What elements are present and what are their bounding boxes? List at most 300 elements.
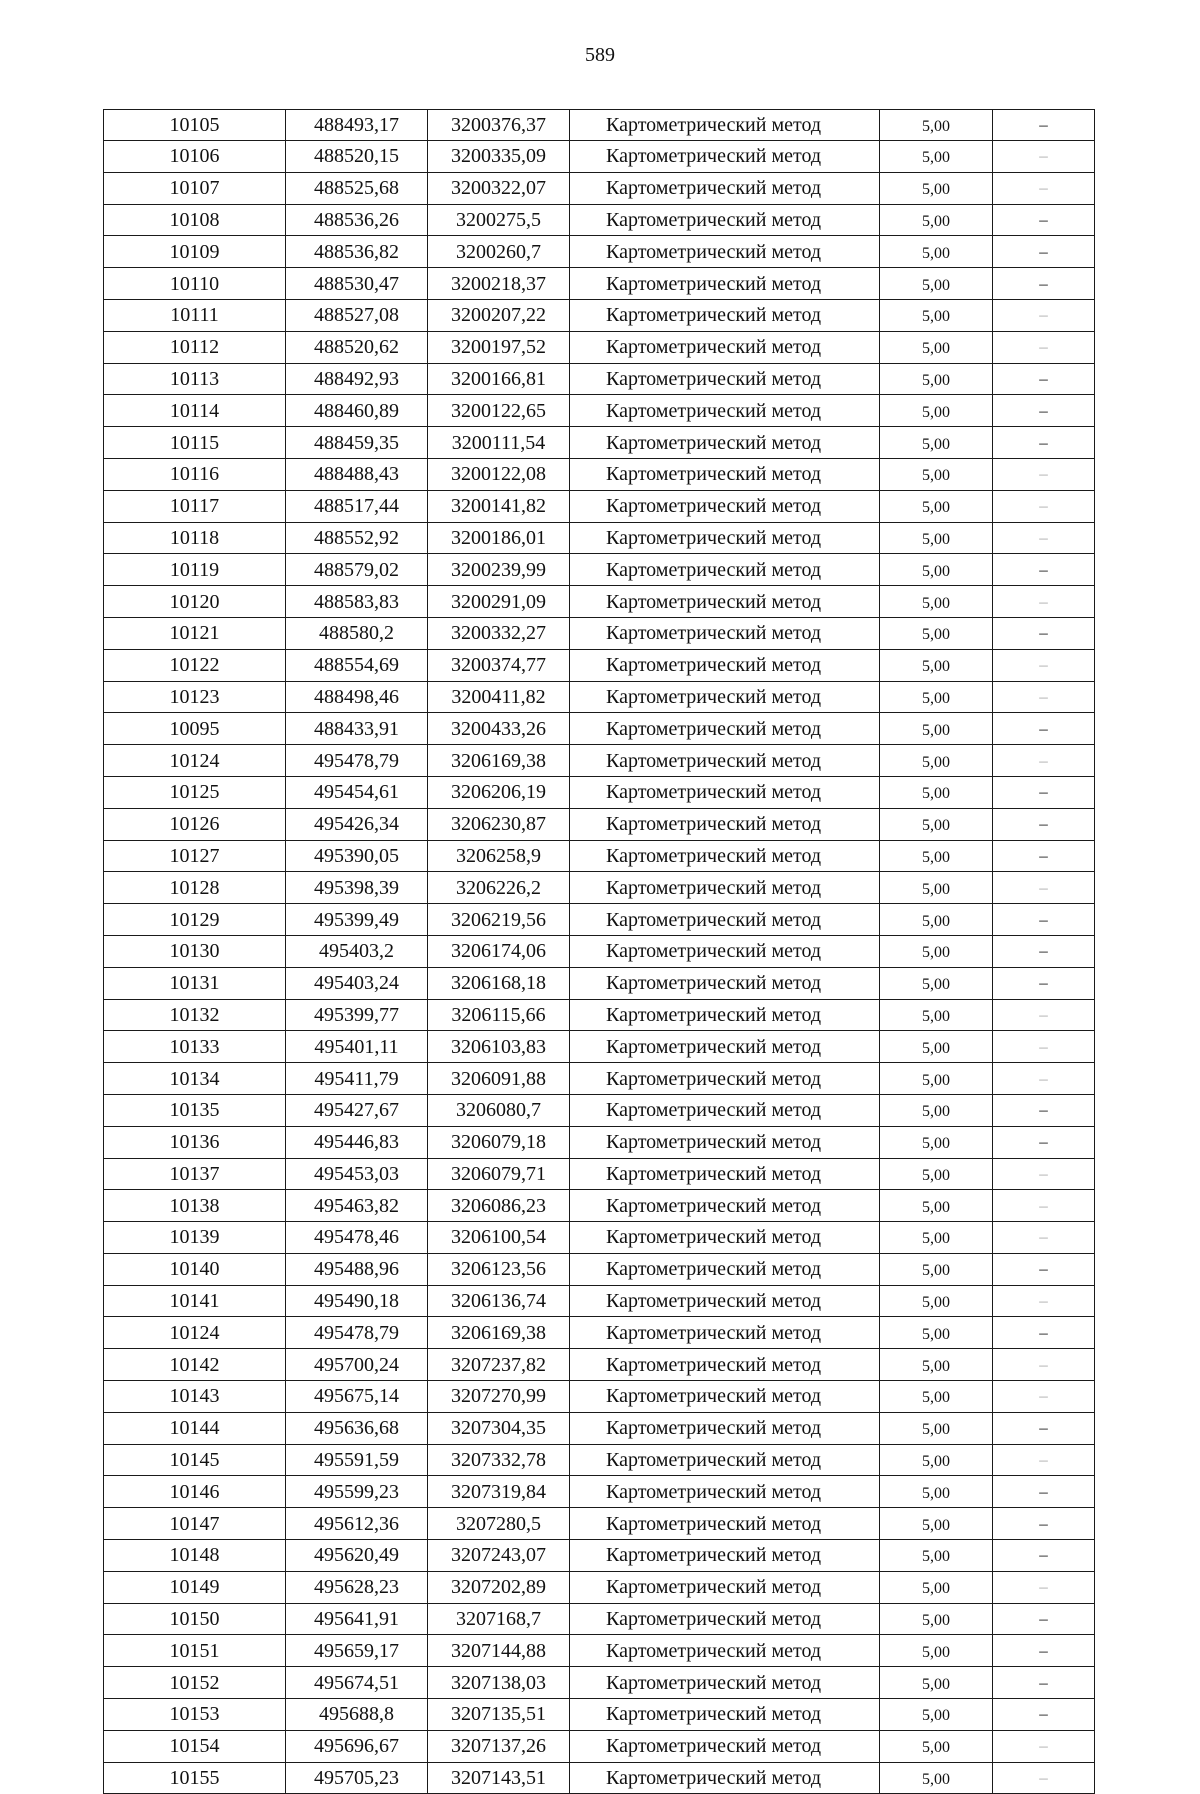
- accuracy-cell: 5,00: [880, 1349, 993, 1381]
- y-coordinate-cell: 3200275,5: [428, 204, 570, 236]
- point-number-cell: 10119: [104, 554, 286, 586]
- point-number-cell: 10116: [104, 458, 286, 490]
- method-cell: Картометрический метод: [570, 840, 880, 872]
- x-coordinate-cell: 495426,34: [286, 808, 428, 840]
- method-cell: Картометрический метод: [570, 1063, 880, 1095]
- dash-cell: –: [993, 299, 1095, 331]
- y-coordinate-cell: 3207138,03: [428, 1667, 570, 1699]
- method-cell: Картометрический метод: [570, 236, 880, 268]
- accuracy-cell: 5,00: [880, 363, 993, 395]
- table-row: [104, 1540, 1095, 1572]
- page-number: 589: [585, 44, 615, 66]
- point-number-cell: 10140: [104, 1253, 286, 1285]
- point-number-cell: 10118: [104, 522, 286, 554]
- y-coordinate-cell: 3200374,77: [428, 649, 570, 681]
- point-number-cell: 10136: [104, 1126, 286, 1158]
- method-cell: Картометрический метод: [570, 395, 880, 427]
- point-number-cell: 10129: [104, 904, 286, 936]
- dash-cell: –: [993, 395, 1095, 427]
- x-coordinate-cell: 495403,2: [286, 935, 428, 967]
- point-number-cell: 10142: [104, 1349, 286, 1381]
- dash-cell: –: [993, 1158, 1095, 1190]
- dash-cell: –: [993, 1285, 1095, 1317]
- accuracy-cell: 5,00: [880, 1222, 993, 1254]
- point-number-cell: 10154: [104, 1730, 286, 1762]
- dash-cell: –: [993, 1094, 1095, 1126]
- table-row: [104, 617, 1095, 649]
- x-coordinate-cell: 495612,36: [286, 1508, 428, 1540]
- table-row: [104, 1476, 1095, 1508]
- table-row: [104, 776, 1095, 808]
- method-cell: Картометрический метод: [570, 1508, 880, 1540]
- dash-cell: –: [993, 1699, 1095, 1731]
- y-coordinate-cell: 3200141,82: [428, 490, 570, 522]
- dash-cell: –: [993, 490, 1095, 522]
- point-number-cell: 10111: [104, 299, 286, 331]
- y-coordinate-cell: 3200207,22: [428, 299, 570, 331]
- dash-cell: –: [993, 172, 1095, 204]
- method-cell: Картометрический метод: [570, 490, 880, 522]
- y-coordinate-cell: 3200122,08: [428, 458, 570, 490]
- method-cell: Картометрический метод: [570, 1158, 880, 1190]
- accuracy-cell: 5,00: [880, 745, 993, 777]
- accuracy-cell: 5,00: [880, 1540, 993, 1572]
- x-coordinate-cell: 495628,23: [286, 1571, 428, 1603]
- dash-cell: –: [993, 1667, 1095, 1699]
- table-row: [104, 141, 1095, 173]
- accuracy-cell: 5,00: [880, 554, 993, 586]
- dash-cell: –: [993, 1381, 1095, 1413]
- point-number-cell: 10139: [104, 1222, 286, 1254]
- table-row: [104, 1730, 1095, 1762]
- y-coordinate-cell: 3200186,01: [428, 522, 570, 554]
- table-row: [104, 967, 1095, 999]
- dash-cell: –: [993, 204, 1095, 236]
- point-number-cell: 10107: [104, 172, 286, 204]
- point-number-cell: 10120: [104, 586, 286, 618]
- point-number-cell: 10144: [104, 1412, 286, 1444]
- table-row: [104, 840, 1095, 872]
- point-number-cell: 10135: [104, 1094, 286, 1126]
- dash-cell: –: [993, 999, 1095, 1031]
- point-number-cell: 10125: [104, 776, 286, 808]
- y-coordinate-cell: 3207137,26: [428, 1730, 570, 1762]
- dash-cell: –: [993, 1412, 1095, 1444]
- y-coordinate-cell: 3200433,26: [428, 713, 570, 745]
- dash-cell: –: [993, 840, 1095, 872]
- coordinates-table: [103, 109, 1095, 1794]
- method-cell: Картометрический метод: [570, 1349, 880, 1381]
- accuracy-cell: 5,00: [880, 1444, 993, 1476]
- x-coordinate-cell: 495675,14: [286, 1381, 428, 1413]
- dash-cell: –: [993, 1349, 1095, 1381]
- table-row: [104, 1285, 1095, 1317]
- accuracy-cell: 5,00: [880, 1285, 993, 1317]
- y-coordinate-cell: 3200197,52: [428, 331, 570, 363]
- point-number-cell: 10155: [104, 1762, 286, 1794]
- point-number-cell: 10152: [104, 1667, 286, 1699]
- y-coordinate-cell: 3206168,18: [428, 967, 570, 999]
- method-cell: Картометрический метод: [570, 1253, 880, 1285]
- x-coordinate-cell: 495599,23: [286, 1476, 428, 1508]
- table-row: [104, 1667, 1095, 1699]
- accuracy-cell: 5,00: [880, 427, 993, 459]
- y-coordinate-cell: 3206115,66: [428, 999, 570, 1031]
- point-number-cell: 10145: [104, 1444, 286, 1476]
- table-row: [104, 1508, 1095, 1540]
- dash-cell: –: [993, 808, 1095, 840]
- accuracy-cell: 5,00: [880, 141, 993, 173]
- table-row: [104, 1762, 1095, 1794]
- method-cell: Картометрический метод: [570, 776, 880, 808]
- method-cell: Картометрический метод: [570, 268, 880, 300]
- point-number-cell: 10109: [104, 236, 286, 268]
- accuracy-cell: 5,00: [880, 1571, 993, 1603]
- x-coordinate-cell: 495696,67: [286, 1730, 428, 1762]
- method-cell: Картометрический метод: [570, 745, 880, 777]
- point-number-cell: 10117: [104, 490, 286, 522]
- accuracy-cell: 5,00: [880, 1603, 993, 1635]
- x-coordinate-cell: 495659,17: [286, 1635, 428, 1667]
- accuracy-cell: 5,00: [880, 808, 993, 840]
- accuracy-cell: 5,00: [880, 935, 993, 967]
- method-cell: Картометрический метод: [570, 1444, 880, 1476]
- method-cell: Картометрический метод: [570, 904, 880, 936]
- y-coordinate-cell: 3200260,7: [428, 236, 570, 268]
- method-cell: Картометрический метод: [570, 1476, 880, 1508]
- table-row: [104, 299, 1095, 331]
- point-number-cell: 10131: [104, 967, 286, 999]
- accuracy-cell: 5,00: [880, 1381, 993, 1413]
- x-coordinate-cell: 488525,68: [286, 172, 428, 204]
- point-number-cell: 10122: [104, 649, 286, 681]
- accuracy-cell: 5,00: [880, 1508, 993, 1540]
- accuracy-cell: 5,00: [880, 872, 993, 904]
- y-coordinate-cell: 3206123,56: [428, 1253, 570, 1285]
- x-coordinate-cell: 495401,11: [286, 1031, 428, 1063]
- y-coordinate-cell: 3200122,65: [428, 395, 570, 427]
- x-coordinate-cell: 495478,46: [286, 1222, 428, 1254]
- dash-cell: –: [993, 617, 1095, 649]
- accuracy-cell: 5,00: [880, 586, 993, 618]
- dash-cell: –: [993, 681, 1095, 713]
- dash-cell: –: [993, 522, 1095, 554]
- accuracy-cell: 5,00: [880, 1667, 993, 1699]
- x-coordinate-cell: 495446,83: [286, 1126, 428, 1158]
- accuracy-cell: 5,00: [880, 999, 993, 1031]
- dash-cell: –: [993, 1603, 1095, 1635]
- method-cell: Картометрический метод: [570, 872, 880, 904]
- x-coordinate-cell: 495399,49: [286, 904, 428, 936]
- table-row: [104, 236, 1095, 268]
- method-cell: Картометрический метод: [570, 967, 880, 999]
- table-row: [104, 490, 1095, 522]
- x-coordinate-cell: 488527,08: [286, 299, 428, 331]
- method-cell: Картометрический метод: [570, 1317, 880, 1349]
- dash-cell: –: [993, 1635, 1095, 1667]
- accuracy-cell: 5,00: [880, 1730, 993, 1762]
- method-cell: Картометрический метод: [570, 1730, 880, 1762]
- point-number-cell: 10133: [104, 1031, 286, 1063]
- x-coordinate-cell: 495490,18: [286, 1285, 428, 1317]
- accuracy-cell: 5,00: [880, 649, 993, 681]
- x-coordinate-cell: 495399,77: [286, 999, 428, 1031]
- method-cell: Картометрический метод: [570, 1190, 880, 1222]
- y-coordinate-cell: 3200239,99: [428, 554, 570, 586]
- table-row: [104, 268, 1095, 300]
- x-coordinate-cell: 488579,02: [286, 554, 428, 586]
- y-coordinate-cell: 3206174,06: [428, 935, 570, 967]
- table-row: [104, 458, 1095, 490]
- x-coordinate-cell: 495488,96: [286, 1253, 428, 1285]
- point-number-cell: 10124: [104, 745, 286, 777]
- y-coordinate-cell: 3206100,54: [428, 1222, 570, 1254]
- table-row: [104, 363, 1095, 395]
- x-coordinate-cell: 488520,15: [286, 141, 428, 173]
- point-number-cell: 10132: [104, 999, 286, 1031]
- x-coordinate-cell: 495674,51: [286, 1667, 428, 1699]
- point-number-cell: 10112: [104, 331, 286, 363]
- table-row: [104, 1063, 1095, 1095]
- accuracy-cell: 5,00: [880, 458, 993, 490]
- x-coordinate-cell: 488488,43: [286, 458, 428, 490]
- dash-cell: –: [993, 110, 1095, 141]
- method-cell: Картометрический метод: [570, 427, 880, 459]
- y-coordinate-cell: 3206206,19: [428, 776, 570, 808]
- table-row: [104, 1635, 1095, 1667]
- method-cell: Картометрический метод: [570, 1699, 880, 1731]
- table-row: [104, 681, 1095, 713]
- point-number-cell: 10143: [104, 1381, 286, 1413]
- accuracy-cell: 5,00: [880, 1699, 993, 1731]
- accuracy-cell: 5,00: [880, 299, 993, 331]
- point-number-cell: 10105: [104, 110, 286, 141]
- accuracy-cell: 5,00: [880, 1094, 993, 1126]
- table-row: [104, 1031, 1095, 1063]
- y-coordinate-cell: 3207270,99: [428, 1381, 570, 1413]
- dash-cell: –: [993, 872, 1095, 904]
- table-row: [104, 1158, 1095, 1190]
- y-coordinate-cell: 3200166,81: [428, 363, 570, 395]
- x-coordinate-cell: 488554,69: [286, 649, 428, 681]
- y-coordinate-cell: 3207280,5: [428, 1508, 570, 1540]
- x-coordinate-cell: 495390,05: [286, 840, 428, 872]
- point-number-cell: 10153: [104, 1699, 286, 1731]
- method-cell: Картометрический метод: [570, 458, 880, 490]
- method-cell: Картометрический метод: [570, 1222, 880, 1254]
- dash-cell: –: [993, 713, 1095, 745]
- x-coordinate-cell: 488520,62: [286, 331, 428, 363]
- method-cell: Картометрический метод: [570, 554, 880, 586]
- y-coordinate-cell: 3207243,07: [428, 1540, 570, 1572]
- x-coordinate-cell: 488517,44: [286, 490, 428, 522]
- point-number-cell: 10114: [104, 395, 286, 427]
- dash-cell: –: [993, 1508, 1095, 1540]
- accuracy-cell: 5,00: [880, 1762, 993, 1794]
- dash-cell: –: [993, 1762, 1095, 1794]
- table-row: [104, 1603, 1095, 1635]
- dash-cell: –: [993, 1730, 1095, 1762]
- method-cell: Картометрический метод: [570, 1126, 880, 1158]
- dash-cell: –: [993, 1444, 1095, 1476]
- x-coordinate-cell: 488536,82: [286, 236, 428, 268]
- y-coordinate-cell: 3206226,2: [428, 872, 570, 904]
- dash-cell: –: [993, 554, 1095, 586]
- x-coordinate-cell: 495454,61: [286, 776, 428, 808]
- dash-cell: –: [993, 1253, 1095, 1285]
- x-coordinate-cell: 488459,35: [286, 427, 428, 459]
- point-number-cell: 10113: [104, 363, 286, 395]
- accuracy-cell: 5,00: [880, 172, 993, 204]
- accuracy-cell: 5,00: [880, 522, 993, 554]
- point-number-cell: 10106: [104, 141, 286, 173]
- table-row: [104, 1190, 1095, 1222]
- x-coordinate-cell: 488583,83: [286, 586, 428, 618]
- table-row: [104, 1571, 1095, 1603]
- point-number-cell: 10095: [104, 713, 286, 745]
- method-cell: Картометрический метод: [570, 363, 880, 395]
- y-coordinate-cell: 3206169,38: [428, 745, 570, 777]
- accuracy-cell: 5,00: [880, 1190, 993, 1222]
- point-number-cell: 10141: [104, 1285, 286, 1317]
- point-number-cell: 10134: [104, 1063, 286, 1095]
- coordinates-table-body: [104, 110, 1095, 1794]
- point-number-cell: 10108: [104, 204, 286, 236]
- accuracy-cell: 5,00: [880, 713, 993, 745]
- dash-cell: –: [993, 458, 1095, 490]
- table-row: [104, 1412, 1095, 1444]
- y-coordinate-cell: 3207202,89: [428, 1571, 570, 1603]
- dash-cell: –: [993, 1317, 1095, 1349]
- method-cell: Картометрический метод: [570, 1571, 880, 1603]
- table-row: [104, 427, 1095, 459]
- dash-cell: –: [993, 331, 1095, 363]
- y-coordinate-cell: 3206086,23: [428, 1190, 570, 1222]
- method-cell: Картометрический метод: [570, 141, 880, 173]
- y-coordinate-cell: 3206258,9: [428, 840, 570, 872]
- dash-cell: –: [993, 1571, 1095, 1603]
- accuracy-cell: 5,00: [880, 1317, 993, 1349]
- table-row: [104, 1253, 1095, 1285]
- point-number-cell: 10127: [104, 840, 286, 872]
- table-row: [104, 1444, 1095, 1476]
- dash-cell: –: [993, 1031, 1095, 1063]
- x-coordinate-cell: 495398,39: [286, 872, 428, 904]
- method-cell: Картометрический метод: [570, 1094, 880, 1126]
- method-cell: Картометрический метод: [570, 172, 880, 204]
- accuracy-cell: 5,00: [880, 681, 993, 713]
- table-row: [104, 204, 1095, 236]
- x-coordinate-cell: 488536,26: [286, 204, 428, 236]
- method-cell: Картометрический метод: [570, 1603, 880, 1635]
- y-coordinate-cell: 3207135,51: [428, 1699, 570, 1731]
- dash-cell: –: [993, 776, 1095, 808]
- accuracy-cell: 5,00: [880, 1063, 993, 1095]
- method-cell: Картометрический метод: [570, 713, 880, 745]
- dash-cell: –: [993, 1063, 1095, 1095]
- table-row: [104, 554, 1095, 586]
- x-coordinate-cell: 495700,24: [286, 1349, 428, 1381]
- accuracy-cell: 5,00: [880, 1031, 993, 1063]
- accuracy-cell: 5,00: [880, 1158, 993, 1190]
- y-coordinate-cell: 3206079,18: [428, 1126, 570, 1158]
- point-number-cell: 10123: [104, 681, 286, 713]
- point-number-cell: 10148: [104, 1540, 286, 1572]
- y-coordinate-cell: 3200335,09: [428, 141, 570, 173]
- table-row: [104, 808, 1095, 840]
- table-row: [104, 522, 1095, 554]
- y-coordinate-cell: 3206136,74: [428, 1285, 570, 1317]
- y-coordinate-cell: 3207143,51: [428, 1762, 570, 1794]
- method-cell: Картометрический метод: [570, 617, 880, 649]
- accuracy-cell: 5,00: [880, 776, 993, 808]
- accuracy-cell: 5,00: [880, 1635, 993, 1667]
- accuracy-cell: 5,00: [880, 840, 993, 872]
- dash-cell: –: [993, 904, 1095, 936]
- method-cell: Картометрический метод: [570, 1381, 880, 1413]
- x-coordinate-cell: 495641,91: [286, 1603, 428, 1635]
- x-coordinate-cell: 488530,47: [286, 268, 428, 300]
- accuracy-cell: 5,00: [880, 1412, 993, 1444]
- method-cell: Картометрический метод: [570, 808, 880, 840]
- dash-cell: –: [993, 141, 1095, 173]
- dash-cell: –: [993, 649, 1095, 681]
- y-coordinate-cell: 3206091,88: [428, 1063, 570, 1095]
- method-cell: Картометрический метод: [570, 1031, 880, 1063]
- table-row: [104, 904, 1095, 936]
- point-number-cell: 10130: [104, 935, 286, 967]
- table-row: [104, 1317, 1095, 1349]
- table-row: [104, 872, 1095, 904]
- accuracy-cell: 5,00: [880, 331, 993, 363]
- dash-cell: –: [993, 1476, 1095, 1508]
- dash-cell: –: [993, 427, 1095, 459]
- x-coordinate-cell: 495688,8: [286, 1699, 428, 1731]
- dash-cell: –: [993, 1126, 1095, 1158]
- y-coordinate-cell: 3200376,37: [428, 110, 570, 141]
- method-cell: Картометрический метод: [570, 1762, 880, 1794]
- table-row: [104, 1699, 1095, 1731]
- table-row: [104, 1222, 1095, 1254]
- accuracy-cell: 5,00: [880, 1253, 993, 1285]
- accuracy-cell: 5,00: [880, 490, 993, 522]
- table-row: [104, 331, 1095, 363]
- x-coordinate-cell: 488498,46: [286, 681, 428, 713]
- table-row: [104, 713, 1095, 745]
- accuracy-cell: 5,00: [880, 617, 993, 649]
- point-number-cell: 10150: [104, 1603, 286, 1635]
- x-coordinate-cell: 488552,92: [286, 522, 428, 554]
- dash-cell: –: [993, 236, 1095, 268]
- point-number-cell: 10115: [104, 427, 286, 459]
- method-cell: Картометрический метод: [570, 110, 880, 141]
- x-coordinate-cell: 495463,82: [286, 1190, 428, 1222]
- table-row: [104, 172, 1095, 204]
- point-number-cell: 10128: [104, 872, 286, 904]
- y-coordinate-cell: 3200291,09: [428, 586, 570, 618]
- method-cell: Картометрический метод: [570, 1285, 880, 1317]
- y-coordinate-cell: 3200111,54: [428, 427, 570, 459]
- method-cell: Картометрический метод: [570, 331, 880, 363]
- dash-cell: –: [993, 268, 1095, 300]
- method-cell: Картометрический метод: [570, 1667, 880, 1699]
- point-number-cell: 10138: [104, 1190, 286, 1222]
- method-cell: Картометрический метод: [570, 935, 880, 967]
- point-number-cell: 10137: [104, 1158, 286, 1190]
- dash-cell: –: [993, 967, 1095, 999]
- point-number-cell: 10121: [104, 617, 286, 649]
- point-number-cell: 10126: [104, 808, 286, 840]
